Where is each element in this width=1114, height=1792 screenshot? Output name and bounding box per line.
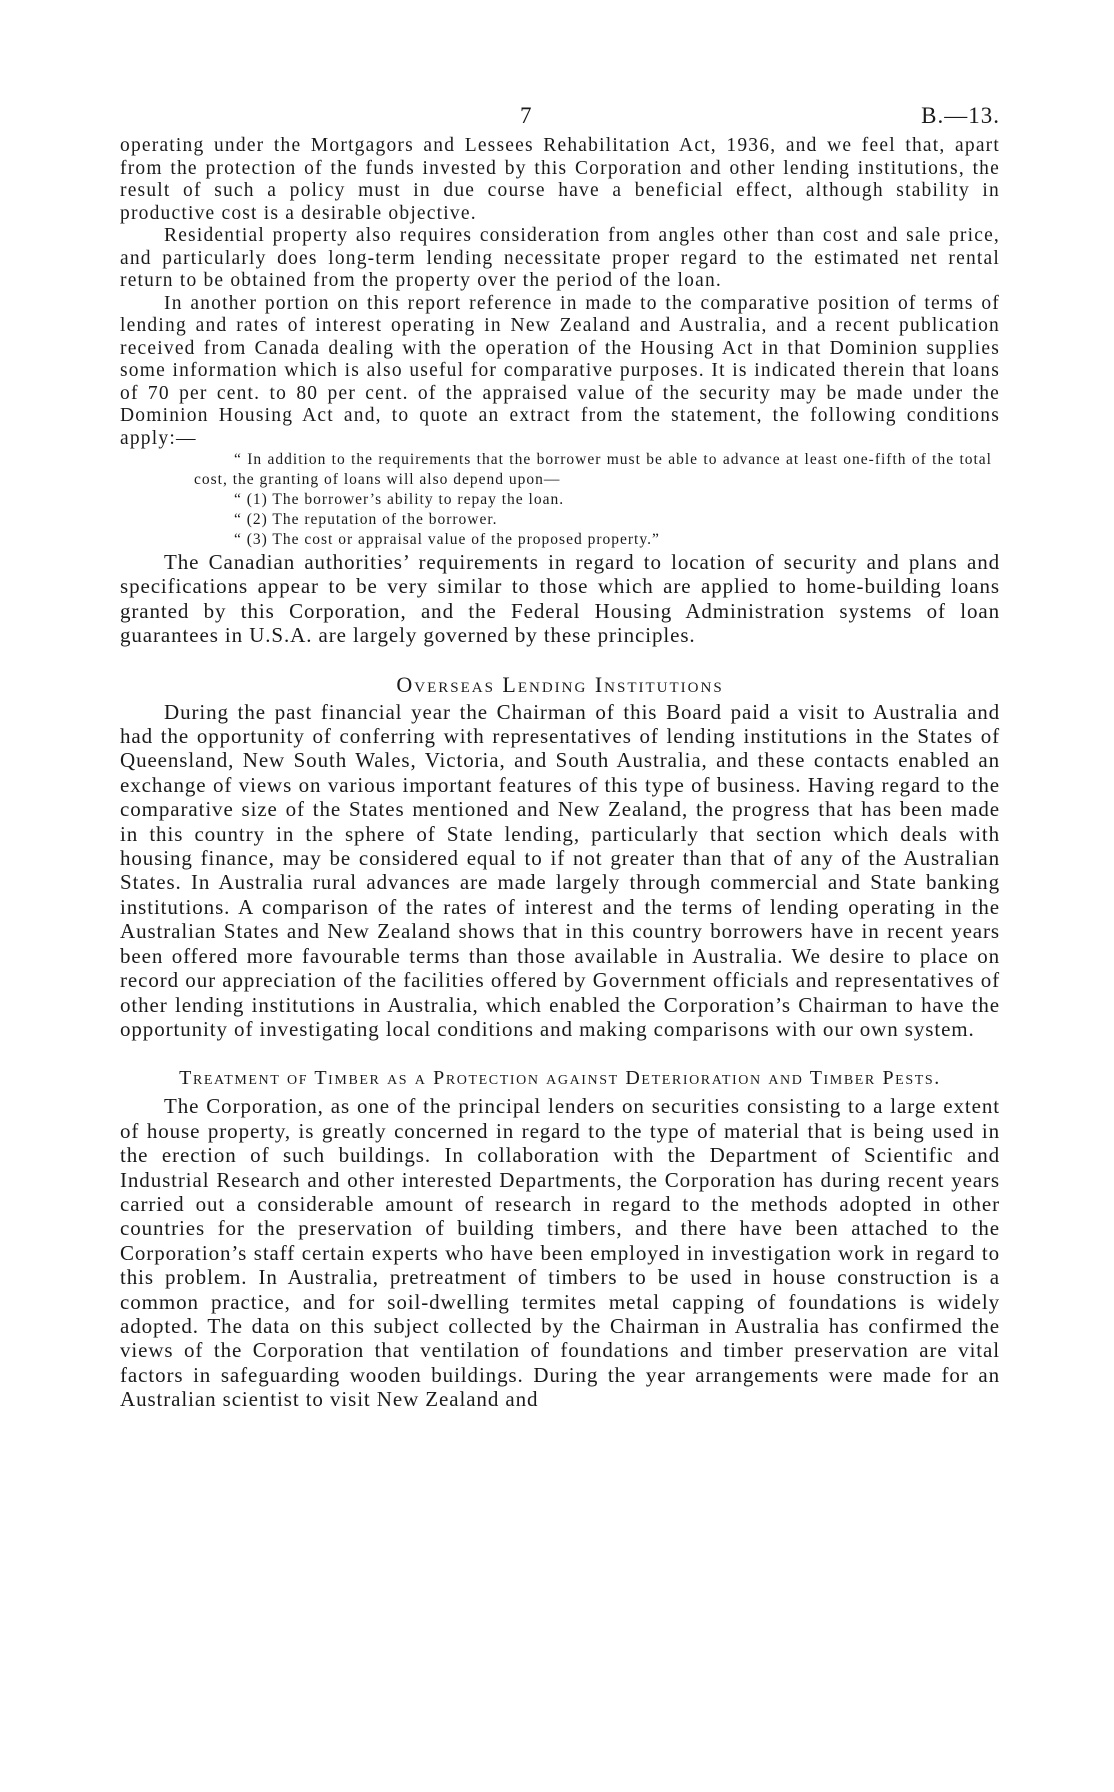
page-number: 7 [520,103,532,128]
quote-intro: “ In addition to the requirements that the borrower must be able to advance at least one-fifth of the total cost, the granting of loans will also depend upon— [194,451,992,488]
paragraph-continued: operating under the Mortgagors and Lessees Rehabilitation Act, 1936, and we feel that, apart from the protection of the funds invested by this Corporation and other lending institutions, the result of such a policy must in due course have a beneficial effect, although stability in productive cost is a desirable objective. [120,135,1000,224]
document-page [120,95,1000,1412]
quote-item: “ (2) The reputation of the borrower. [234,511,498,528]
paragraph-timber-treatment: The Corporation, as one of the principal lenders on securities consisting to a large extent of house property, is greatly concerned in regard to the type of material that is being used in the erection of such buildings. In collaboration with the Department of Scientific and Industrial Research and other interested Departments, the Corporation has during recent years carried out a considerable amount of research in regard to the methods adopted in other countries for the preservation of building timbers, and there have been attached to the Corporation’s staff certain experts who have been employed in investigation work in regard to this problem. In Australia, pretreatment of timbers to be used in house construction is a common practice, and for soil-dwelling termites metal capping of foundations is widely adopted. The data on this subject collected by the Chairman in Australia has confirmed the views of the Corporation that ventilation of foundations and timber preservation are vital factors in safeguarding wooden buildings. During the year arrangements were made for an Australian scientist to visit New Zealand and [120,1094,1000,1412]
main-body [120,550,1000,1412]
quote-item: “ (3) The cost or appraisal value of the proposed property.” [234,531,660,548]
page-header [120,95,1000,135]
canada-quote-block [194,450,992,550]
section-heading-overseas: Overseas Lending Institutions [396,671,724,697]
paragraph-comparative-position: In another portion on this report reference in made to the comparative position of terms of lending and rates of interest operating in New Zealand and Australia, and a recent publication received from Canada dealing with the operation of the Housing Act in that Dominion supplies some information which is also useful for comparative purposes. It is indicated therein that loans of 70 per cent. to 80 per cent. of the appraised value of the security may be made under the Dominion Housing Act and, to quote an extract from the statement, the following conditions apply:— [120,292,1000,449]
section-heading-timber: Treatment of Timber as a Protection against Deterioration and Timber Pests. [179,1067,941,1090]
paragraph-residential-property: Residential property also requires consideration from angles other than cost and sale price, and particularly does long-term lending necessitate proper regard to the estimated net rental return to be obtained from the property over the period of the loan. [120,225,1000,291]
paragraph-overseas-lending: During the past financial year the Chairman of this Board paid a visit to Australia and had the opportunity of conferring with representatives of lending institutions in the States of Queensland, New South Wales, Victoria, and South Australia, and these contacts enabled an exchange of views on various important features of this type of business. Having regard to the comparative size of the States mentioned and New Zealand, the progress that has been made in this country in the sphere of State lending, particularly that section which deals with housing finance, may be considered equal to if not greater than that of any of the Australian States. In Australia rural advances are made largely through commercial and State banking institutions. A comparison of the rates of interest and the terms of lending operating in the Australian States and New Zealand shows that in this country borrowers have in recent years been offered more favourable terms than those available in Australia. We desire to place on record our appreciation of the facilities offered by Government officials and representatives of other lending institutions in Australia, which enabled the Corporation’s Chairman to have the opportunity of investigating local conditions and making comparisons with our own system. [120,699,1000,1041]
opening-section [120,135,1000,450]
paragraph-canadian-authorities: The Canadian authorities’ requirements in regard to location of security and plans and specifications appear to be very similar to those which are applied to home-building loans granted by this Corporation, and the Federal Housing Administration systems of loan guarantees in U.S.A. are largely governed by these principles. [120,550,1000,648]
document-reference: B.—13. [921,103,1000,128]
quote-item: “ (1) The borrower’s ability to repay the loan. [234,491,565,508]
